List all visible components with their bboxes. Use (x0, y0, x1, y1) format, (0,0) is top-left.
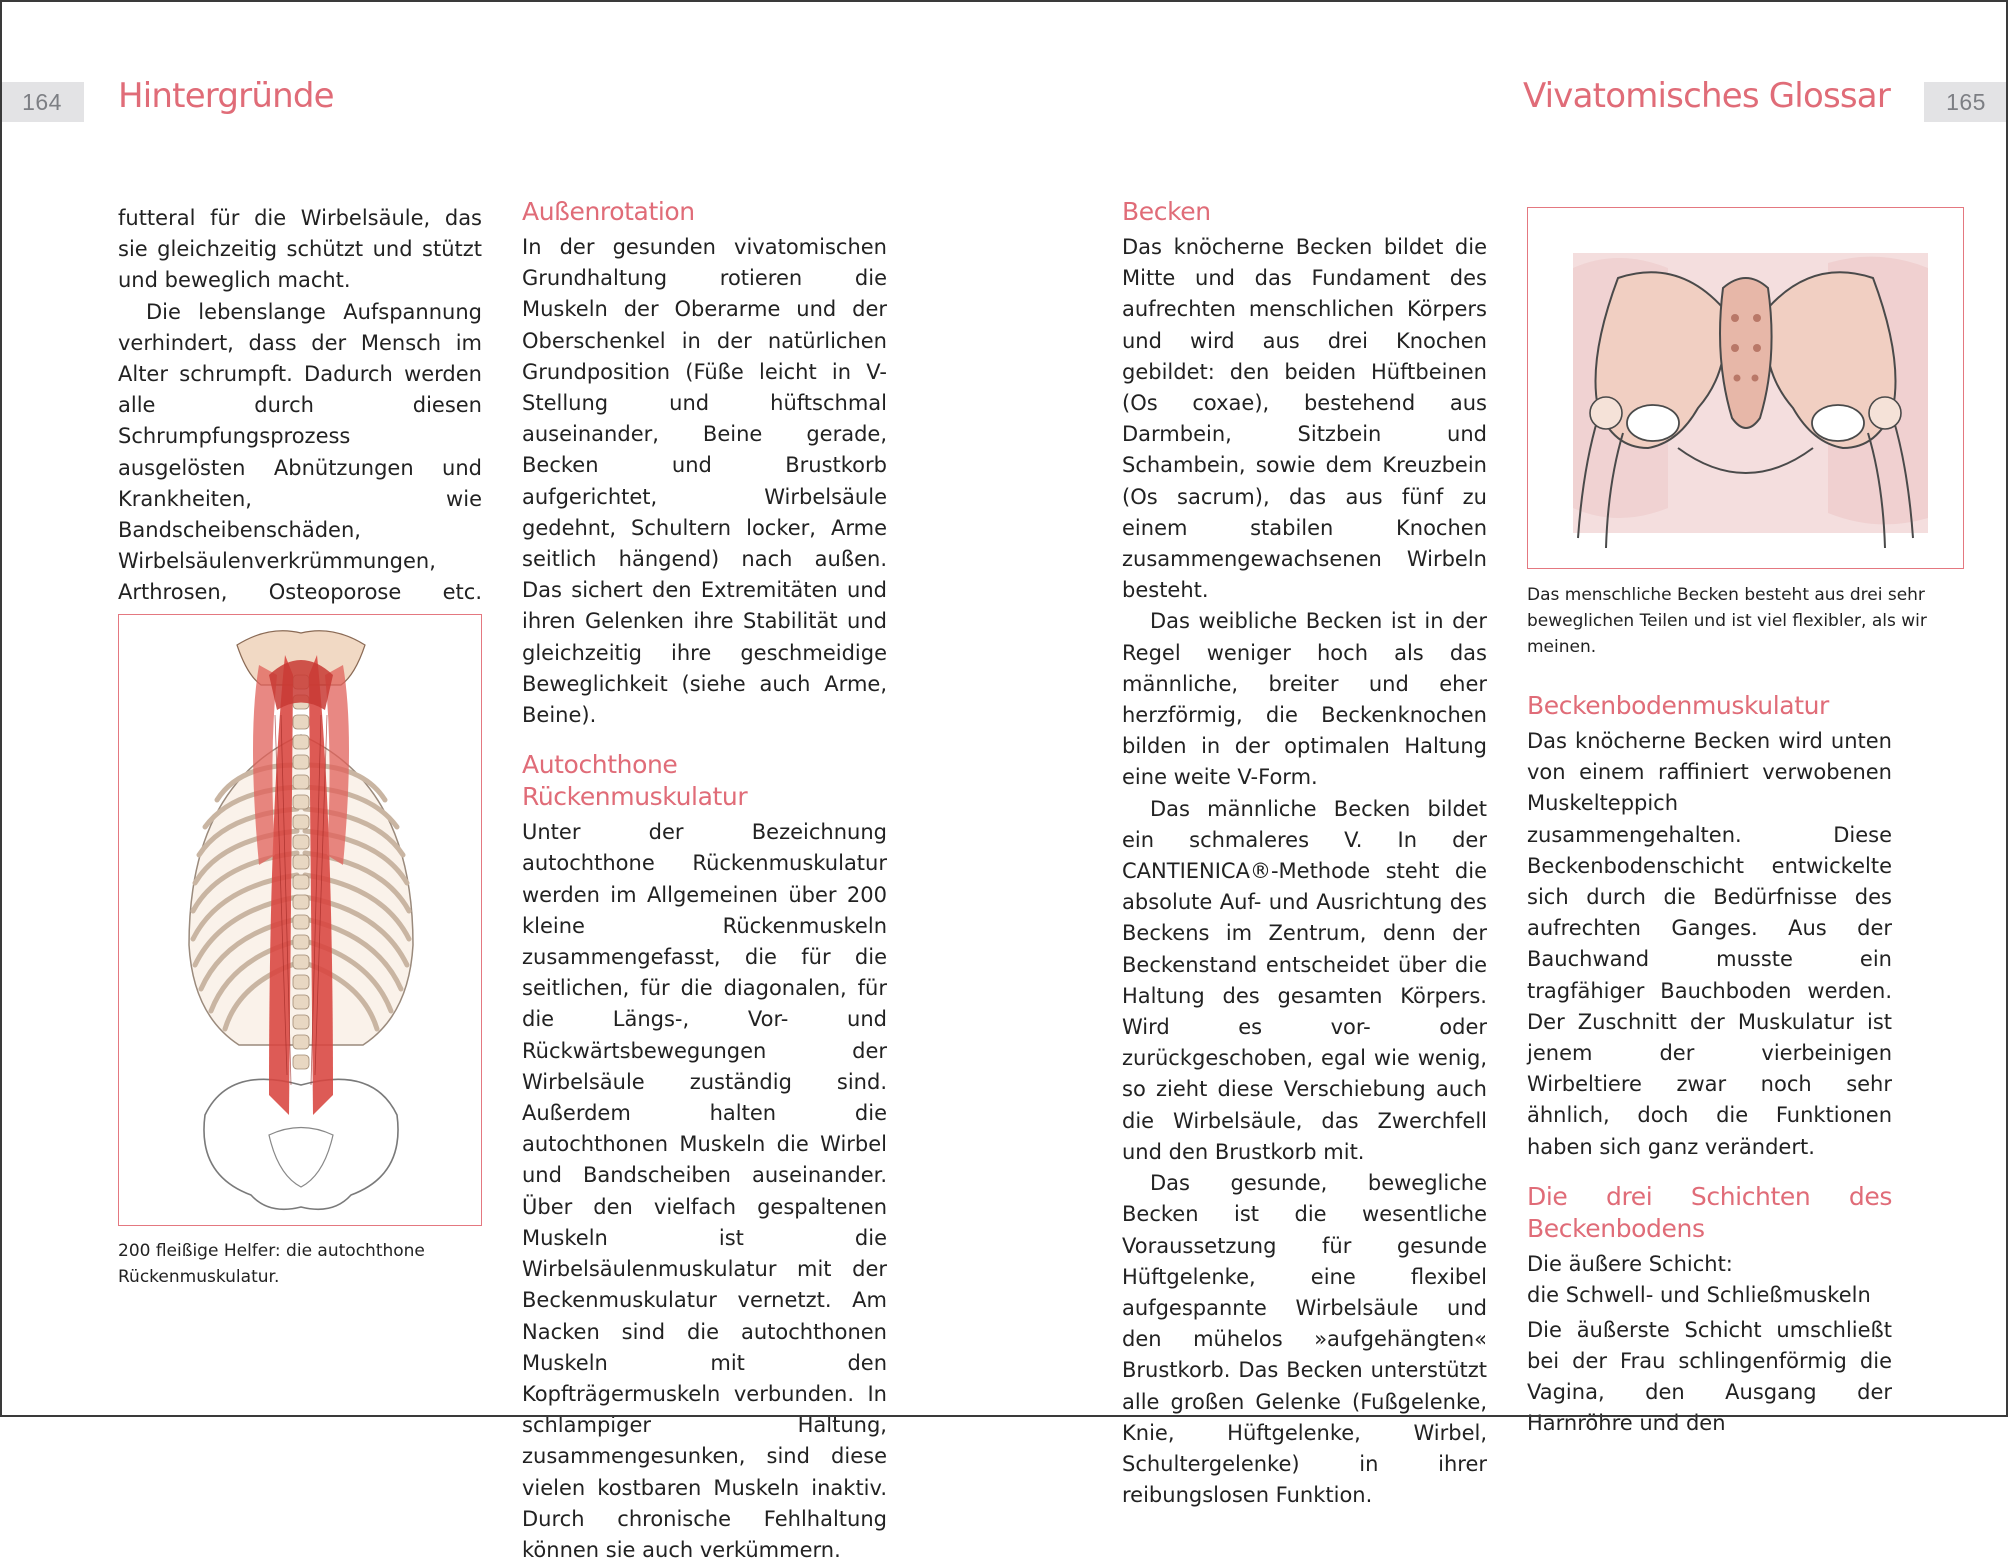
spine-muscle-drawing (119, 615, 483, 1227)
paragraph: Das knöcherne Becken bildet die Mitte und das Fundament des aufrechten menschlichen Körpers und wird aus drei Knochen gebildet: den beiden Hüftbeinen (Os coxae), bestehend aus Darmbein, Sitzbein und Schambein, sowie dem Kreuzbein (Os sacrum), das aus fünf zu einem stabilen Knochen zusammengewachsenen Wirbeln besteht. (1122, 235, 1487, 603)
spacer (522, 731, 887, 749)
subheading: die Schwell- und Schließmuskeln (1527, 1282, 1871, 1307)
column-2 (522, 196, 887, 1566)
pelvis-illustration (1527, 207, 1964, 569)
paragraph: futteral für die Wirbelsäule, das sie gleichzeitig schützt und stützt und beweglich macht. (118, 206, 482, 293)
left-page-number: 164 (0, 82, 84, 122)
paragraph: In der gesunden vivatomischen Grundhaltung rotieren die Muskeln der Oberarme und der Oberschenkel in der natürlichen Grundposition (Füße leicht in V-Stellung und hüftschmal auseinander, Beine gerade, Becken und Brustkorb aufgerichtet, Wirbelsäule gedehnt, Schultern locker, Arme seitlich hängend) nach außen. Das sichert den Extremitäten und ihren Gelenken ihre Stabilität und gleichzeitig ihre geschmeidige Beweglichkeit (siehe auch Arme, Beine). (522, 235, 887, 728)
column-1 (118, 203, 482, 671)
spine-muscle-illustration (118, 614, 482, 1226)
pelvis-drawing (1528, 208, 1965, 570)
paragraph: Das männliche Becken bildet ein schmaleres V. In der CANTIENICA®-Methode steht die absolute Auf- und Ausrichtung des Beckens im Zentrum, denn der Beckenstand entscheidet über die Haltung des gesamten Körpers. Wird es vor- oder zurückgeschoben, egal wie wenig, so zieht diese Verschiebung auch die Wirbelsäule, das Zwerchfell und den Brustkorb mit. (1122, 796, 1487, 1164)
glossary-heading: Autochthone Rückenmuskulatur (522, 750, 748, 812)
left-running-head: Hintergründe (118, 76, 334, 116)
column-3 (1122, 196, 1487, 1511)
paragraph: Unter der Bezeichnung autochthone Rückenmuskulatur werden im Allgemeinen über 200 kleine Rückenmuskeln zusammengefasst, die für die seitlichen, für die diagonalen, für die Längs-, Vor- und Rückwärtsbewegungen der Wirbelsäule zuständig sind. Außerdem halten die autochthonen Muskeln die Wirbel und Bandscheiben auseinander. Über den vielfach gespaltenen Muskeln ist die Wirbelsäulenmuskulatur mit der Beckenmuskulatur vernetzt. Am Nacken sind die autochthonen Muskeln mit den Kopfträgermuskeln verbunden. In schlampiger Haltung, zusammengesunken, sind diese vielen kostbaren Muskeln inaktiv. Durch chronische Fehlhaltung können sie auch verkümmern. (522, 820, 887, 1562)
glossary-heading: Becken (1122, 197, 1211, 226)
paragraph: Das weibliche Becken ist in der Regel weniger hoch als das männliche, breiter und eher herzförmig, die Beckenknochen bilden in der optimalen Haltung eine weite V-Form. (1122, 609, 1487, 790)
paragraph: Das gesunde, bewegliche Becken ist die wesentliche Voraussetzung für gesunde Hüftgelenke, eine flexibel aufgespannte Wirbelsäule und den mühelos »aufgehängten« Brustkorb. Das Becken unterstützt alle großen Gelenke (Fußgelenke, Knie, Hüftgelenke, Wirbel, Schultergelenke) in ihrer reibungslosen Funktion. (1122, 1171, 1487, 1508)
figure-caption: Das menschliche Becken besteht aus drei sehr beweglichen Teilen und ist viel flexibler, als wir meinen. (1527, 585, 1927, 657)
paragraph: Die lebenslange Aufspannung verhindert, dass der Mensch im Alter schrumpft. Dadurch werden alle durch diesen Schrumpfungsprozess ausgelösten Abnützungen und Krankheiten, wie Bandscheibenschäden, Wirbelsäulenverkrümmungen, Arthrosen, Osteoporose etc. (118, 299, 482, 605)
glossary-heading: Beckenbodenmuskulatur (1527, 691, 1829, 720)
right-running-head: Vivatomisches Glossar (1522, 76, 1890, 116)
column-4 (1527, 690, 1892, 1440)
glossary-heading: Außenrotation (522, 197, 695, 226)
paragraph: Die äußerste Schicht umschließt bei der Frau schlingenförmig die Vagina, den Ausgang der Harnröhre und den (1527, 1317, 1892, 1436)
figure-caption: 200 fleißige Helfer: die autochthone Rückenmuskulatur. (118, 1241, 425, 1287)
glossary-heading: Die drei Schichten des Beckenbodens (1527, 1181, 1892, 1243)
subheading: Die äußere Schicht: (1527, 1251, 1733, 1276)
right-page-number: 165 (1924, 82, 2008, 122)
spacer (1527, 1163, 1892, 1181)
paragraph: Das knöcherne Becken wird unten von einem raffiniert verwobenen Muskelteppich zusammengehalten. Diese Beckenbodenschicht entwickelte sich durch die Bedürfnisse des aufrechten Ganges. Aus der Bauchwand musste ein tragfähiger Bauchboden werden. Der Zuschnitt der Muskulatur ist jenem der vierbeinigen Wirbeltiere zwar noch sehr ähnlich, doch die Funktionen haben sich ganz verändert. (1527, 729, 1892, 1159)
